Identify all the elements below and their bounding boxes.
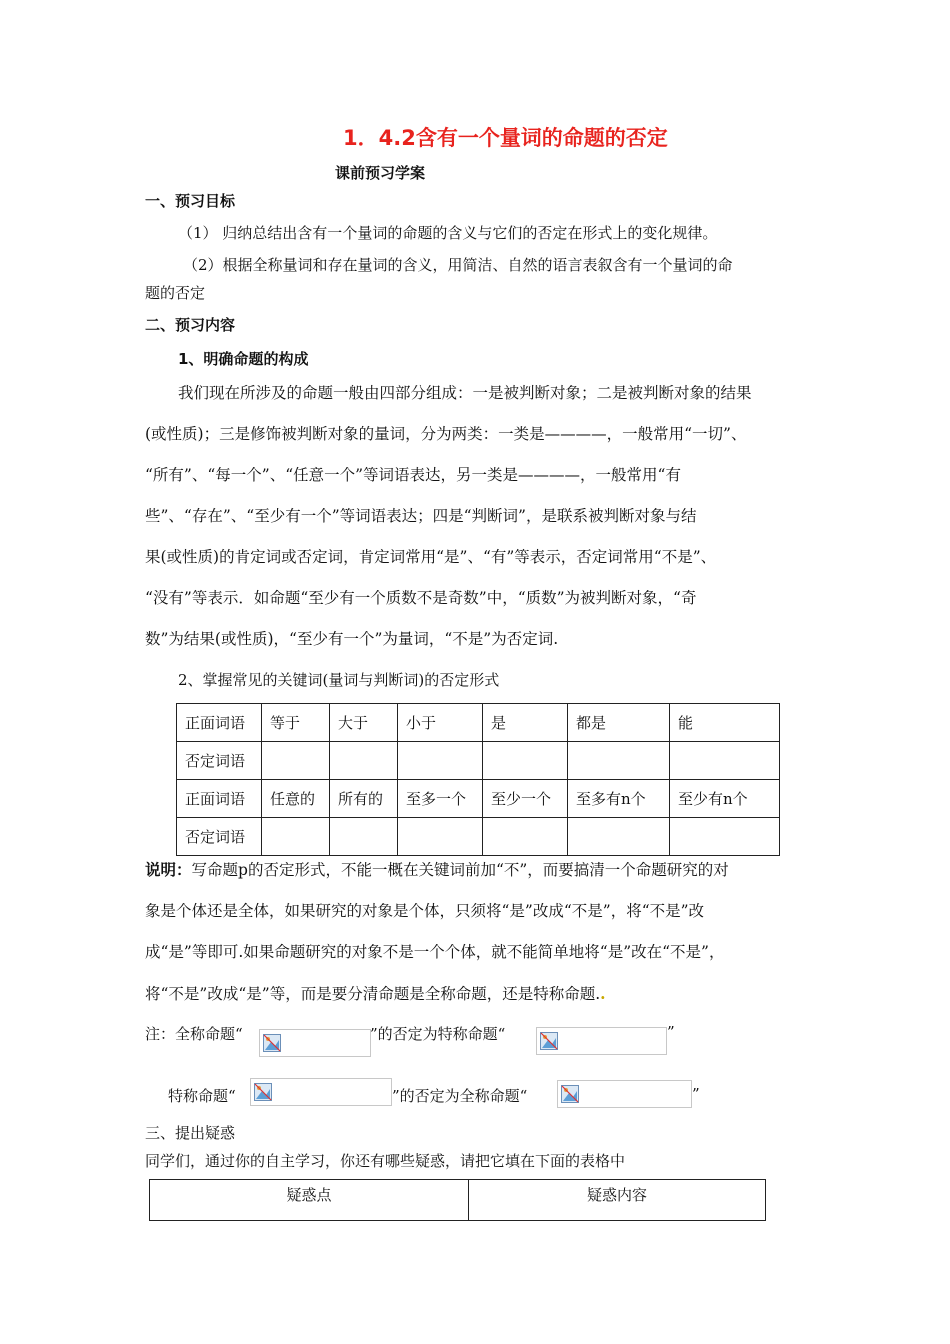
table-cell: 等于 xyxy=(262,704,330,742)
note-universal-middle: ”的否定为特称命题“ xyxy=(370,1025,506,1043)
section-heading-content: 二、预习内容 xyxy=(145,316,236,334)
table-row xyxy=(150,1180,766,1221)
paragraph-line: 果(或性质)的肯定词或否定词，肯定词常用“是”、“有”等表示，否定词常用“不是”、 xyxy=(145,548,717,566)
table-cell[interactable] xyxy=(262,742,330,780)
goal-item-2-line-2: 题的否定 xyxy=(145,284,206,302)
table-cell: 否定词语 xyxy=(177,818,262,856)
subsection-heading-1: 1、明确命题的构成 xyxy=(178,350,309,368)
table-row xyxy=(177,742,780,780)
document-title: 1．4.2含有一个量词的命题的否定 xyxy=(343,126,668,150)
table-cell: 否定词语 xyxy=(177,742,262,780)
table-cell: 至少有n个 xyxy=(670,780,780,818)
table-cell: 都是 xyxy=(568,704,670,742)
note-existential-prefix: 特称命题“ xyxy=(168,1087,236,1105)
formula-image-placeholder xyxy=(536,1027,667,1055)
table-cell: 任意的 xyxy=(262,780,330,818)
broken-image-icon xyxy=(540,1032,558,1050)
paragraph-line xyxy=(145,973,815,1015)
subsection-heading-2: 2、掌握常见的关键词(量词与判断词)的否定形式 xyxy=(178,671,500,689)
formula-image-placeholder xyxy=(557,1080,692,1108)
paragraph-line: (或性质)；三是修饰被判断对象的量词，分为两类：一类是————，一般常用“一切”、 xyxy=(145,425,747,443)
paragraph-line: 数”为结果(或性质)，“至少有一个”为量词，“不是”为否定词. xyxy=(145,630,559,648)
note-label: 说明： xyxy=(145,860,192,879)
table-row xyxy=(177,704,780,742)
keyword-negation-table xyxy=(176,703,780,856)
goal-item-1: （1） 归纳总结出含有一个量词的命题的含义与它们的否定在形式上的变化规律。 xyxy=(178,224,718,242)
paragraph-line: 象是个体还是全体，如果研究的对象是个体，只须将“是”改成“不是”，将“不是”改 xyxy=(145,902,705,920)
proposition-paragraph xyxy=(145,373,815,660)
table-cell[interactable] xyxy=(398,742,483,780)
paragraph-line: 成“是”等即可.如果命题研究的对象不是一个个体，就不能简单地将“是”改在“不是”， xyxy=(145,943,725,961)
table-cell: 能 xyxy=(670,704,780,742)
table-cell: 至多有n个 xyxy=(568,780,670,818)
table-row xyxy=(177,780,780,818)
table-cell: 至少一个 xyxy=(483,780,568,818)
questions-table xyxy=(149,1179,766,1221)
table-cell: 所有的 xyxy=(330,780,398,818)
note-text: 写命题p的否定形式，不能一概在关键词前加“不”，而要搞清一个命题研究的对 xyxy=(191,861,729,879)
broken-image-icon xyxy=(263,1034,281,1052)
formula-image-placeholder xyxy=(259,1029,371,1057)
table-cell: 大于 xyxy=(330,704,398,742)
table-header-cell: 疑惑点 xyxy=(150,1180,469,1221)
table-cell[interactable] xyxy=(568,742,670,780)
note-existential-middle: ”的否定为全称命题“ xyxy=(392,1087,528,1105)
table-cell: 小于 xyxy=(398,704,483,742)
formula-image-placeholder xyxy=(250,1078,392,1106)
note-text: 将“不是”改成“是”等，而是要分清命题是全称命题，还是特称命题. xyxy=(145,985,601,1003)
broken-image-icon xyxy=(254,1083,272,1101)
paragraph-line: “所有”、“每一个”、“任意一个”等词语表达，另一类是————，一般常用“有 xyxy=(145,466,681,484)
paragraph-line: 些”、“存在”、“至少有一个”等词语表达；四是“判断词”，是联系被判断对象与结 xyxy=(145,507,697,525)
note-universal-suffix: ” xyxy=(667,1023,675,1041)
note-paragraph xyxy=(145,849,815,1015)
table-cell: 正面词语 xyxy=(177,704,262,742)
table-cell[interactable] xyxy=(670,742,780,780)
questions-intro: 同学们，通过你的自主学习，你还有哪些疑惑，请把它填在下面的表格中 xyxy=(145,1152,626,1170)
note-existential-suffix: ” xyxy=(692,1085,700,1103)
marker-dot: . xyxy=(600,984,606,1003)
table-cell: 正面词语 xyxy=(177,780,262,818)
table-cell[interactable] xyxy=(330,742,398,780)
paragraph-line: “没有”等表示．如命题“至少有一个质数不是奇数”中，“质数”为被判断对象，“奇 xyxy=(145,589,697,607)
document-subtitle: 课前预习学案 xyxy=(335,164,426,182)
broken-image-icon xyxy=(561,1085,579,1103)
table-cell: 至多一个 xyxy=(398,780,483,818)
section-heading-questions: 三、提出疑惑 xyxy=(145,1124,236,1142)
table-header-cell: 疑惑内容 xyxy=(469,1180,766,1221)
table-cell[interactable] xyxy=(483,742,568,780)
section-heading-goals: 一、预习目标 xyxy=(145,192,236,210)
goal-item-2-line-1: （2）根据全称量词和存在量词的含义，用简洁、自然的语言表叙含有一个量词的命 xyxy=(183,256,733,274)
paragraph-line xyxy=(145,849,815,891)
note-universal-prefix: 注：全称命题“ xyxy=(145,1025,243,1043)
paragraph-line: 我们现在所涉及的命题一般由四部分组成：一是被判断对象；二是被判断对象的结果 xyxy=(178,384,752,402)
table-cell: 是 xyxy=(483,704,568,742)
